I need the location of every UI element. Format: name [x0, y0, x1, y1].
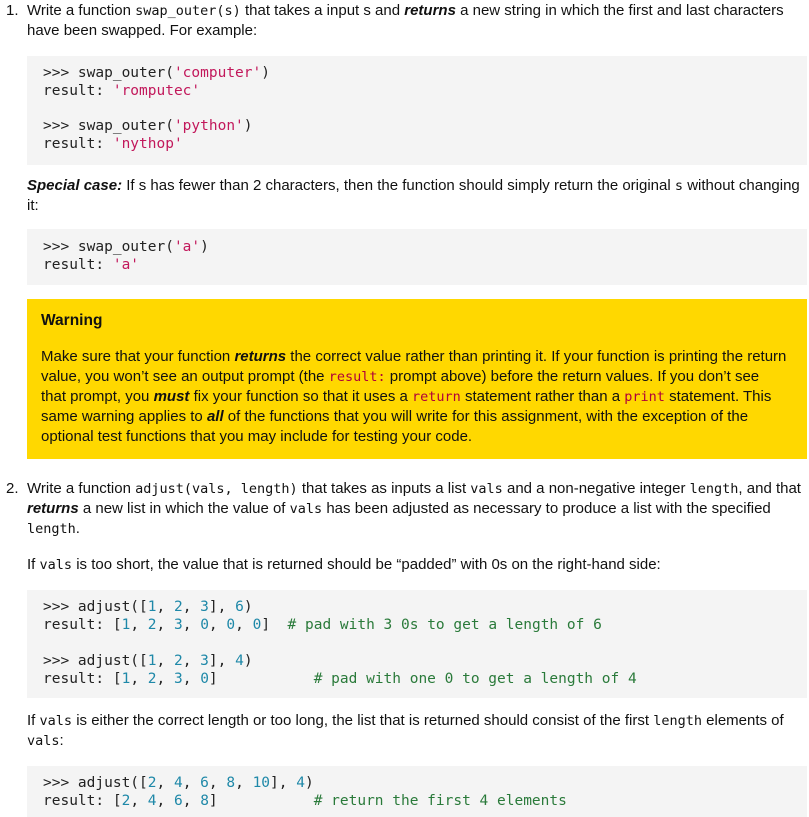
code-line: >>> adjust([1, 2, 3], 6) [43, 599, 253, 615]
code-comment: # pad with 3 0s to get a length of 6 [287, 617, 602, 633]
text: that takes a input s and [244, 2, 401, 19]
code-comment: # pad with one 0 to get a length of 4 [313, 671, 637, 687]
function-signature: swap_outer(s) [135, 3, 241, 19]
code-line: result: 'a' [43, 257, 140, 273]
code-block-special-case [27, 229, 807, 285]
text: without changing it: [27, 177, 800, 214]
question-number: 2. [6, 480, 19, 497]
special-case-paragraph [27, 176, 801, 216]
code-line: result: [2, 4, 6, 8] # return the first 4 elements [43, 793, 567, 809]
code-line: result: 'nythop' [43, 136, 183, 152]
question-1-intro [27, 1, 801, 41]
variable: s [674, 178, 684, 194]
special-case-label: Special case: [27, 177, 123, 194]
too-short-paragraph: If vals is too short, the value that is returned should be “padded” with 0s on the right-hand side: [27, 556, 661, 573]
text: If s has fewer than 2 characters, then the function should simply return the original [126, 177, 671, 194]
code-line: result: 'romputec' [43, 83, 201, 99]
warning-box [27, 299, 807, 459]
warning-body: Make sure that your function returns the correct value rather than printing it. If your function is printing the return value, you won’t see an output prompt (the result: prompt above) before the return values. If you don’t see that prompt, you must fix your function so that it uses a return statement rather than a print statement. This same warning applies to all of the functions that you will write for this assignment, with the exception of the optional test functions that you may include for testing your code. [41, 348, 787, 445]
question-number: 1. [6, 2, 19, 19]
code-line: >>> adjust([1, 2, 3], 4) [43, 653, 253, 669]
code-block-swap-examples [27, 56, 807, 165]
code-line: >>> swap_outer('python') [43, 118, 253, 134]
text: Write a function [27, 2, 131, 19]
code-line: >>> swap_outer('a') [43, 239, 209, 255]
warning-title: Warning [41, 312, 103, 329]
text: a new string in which the first and last characters have been swapped. For example: [27, 2, 784, 39]
code-block-truncate-example [27, 766, 807, 817]
code-line: result: [1, 2, 3, 0, 0, 0] # pad with 3 0s to get a length of 6 [43, 617, 602, 633]
question-2-intro: Write a function adjust(vals, length) that takes as inputs a list vals and a non-negative integer length, and that returns a new list in which the value of vals has been adjusted as necessary to produce a list with the specified length. [27, 480, 801, 537]
function-signature: adjust(vals, length) [135, 481, 298, 497]
emphasis: returns [404, 2, 456, 19]
code-line: result: [1, 2, 3, 0] # pad with one 0 to get a length of 4 [43, 671, 637, 687]
code-block-padding-examples [27, 590, 807, 698]
too-long-paragraph: If vals is either the correct length or too long, the list that is returned should consist of the first length elements of vals: [27, 712, 784, 749]
code-line: >>> swap_outer('computer') [43, 65, 270, 81]
code-comment: # return the first 4 elements [313, 793, 567, 809]
code-line: >>> adjust([2, 4, 6, 8, 10], 4) [43, 775, 314, 791]
